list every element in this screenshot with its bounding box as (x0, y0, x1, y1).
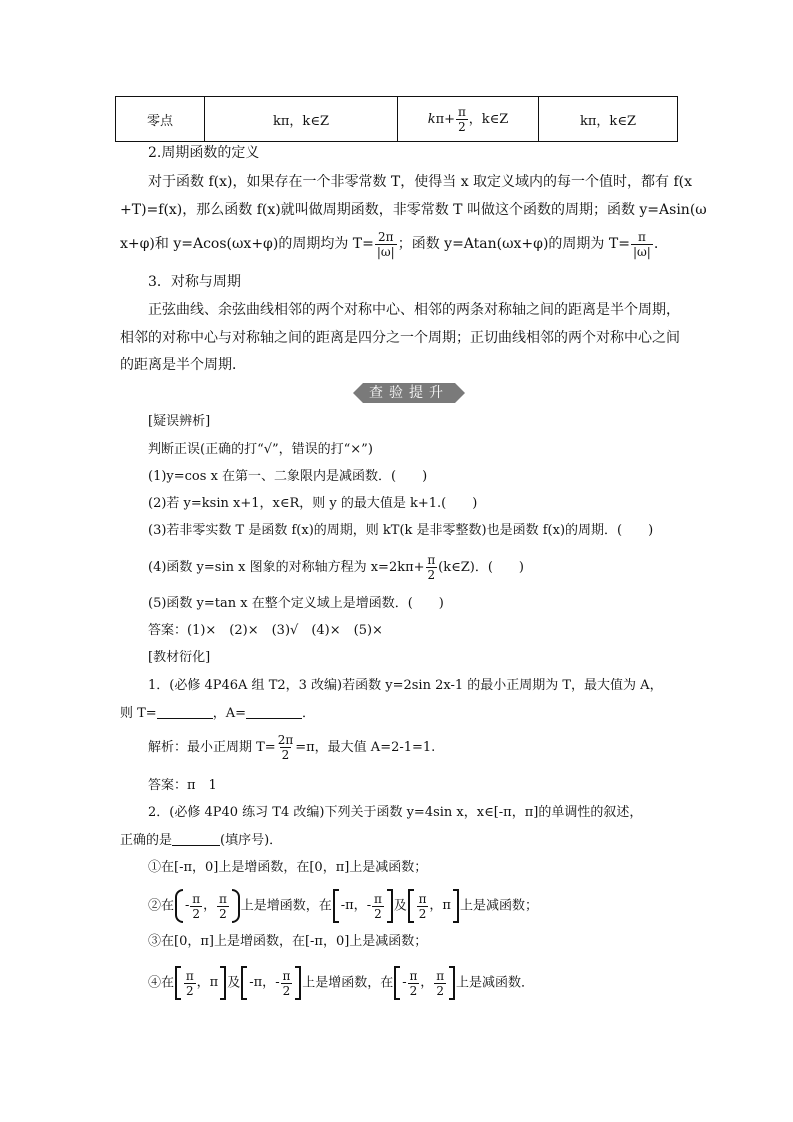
answer-blank-A[interactable] (246, 704, 302, 719)
problem-1-answer: 答案：π 1 (148, 778, 217, 793)
judge-question-1: (1)y=cos x 在第一、二象限内是减函数．( ) (148, 469, 428, 484)
table-row-label: 零点 (116, 97, 205, 142)
fraction-2pi-over-omega: $\frac{2\pi}{|\omega|}$ (376, 229, 395, 259)
cos-zero-cell: kπ，k∈Z (539, 97, 678, 142)
fraction-pi-over-omega: $\frac{\pi}{|\omega|}$ (632, 229, 651, 259)
judge-question-3: (3)若非零实数 T 是函数 f(x)的周期，则 kT(k 是非零整数)也是函数 f(x)的周期．( ) (148, 523, 654, 538)
judge-question-4: (4)函数 y=sin x 图象的对称轴方程为 x=2kπ+ $\frac{\pi}{2}$ (k∈Z)．( ) (148, 553, 524, 582)
periodic-definition-line-3: x+φ)和 y=Acos(ωx+φ)的周期均为 T= $\frac{2\pi}{|\omega|}$ ；函数 y=Atan(ωx+φ)的周期为 T= $\frac{\pi}{|\omega|}$ . (120, 229, 659, 259)
answer-blank-T[interactable] (157, 704, 213, 719)
sin-zero-cell: kπ，k∈Z (205, 97, 398, 142)
zero-table (115, 96, 678, 142)
option-1: ①在[-π，0]上是增函数，在[0，π]上是减函数； (148, 860, 428, 875)
problem-1-line-1: 1．(必修 4P46A 组 T2，3 改编)若函数 y=2sin 2x-1 的最小正周期为 T，最大值为 A， (148, 678, 663, 693)
symmetry-line-3: 的距离是半个周期． (120, 357, 246, 373)
tan-zero-cell: kπ+ $\frac{\pi}{2}$ ，k∈Z (398, 97, 539, 142)
symmetry-line-2: 相邻的对称中心与对称轴之间的距离是四分之一个周期；正切曲线相邻的两个对称中心之间 (120, 330, 680, 346)
section-title-symmetry-period: 3．对称与周期 (148, 274, 241, 290)
option-4: ④在 $\frac{\pi}{2}$ ， π 及 -π ， - $\frac{\pi}{2}$ 上是增函数，在 - $\frac{\pi}{2}$ ， $\frac{\pi}{2}$ 上是减函数． (148, 963, 534, 1004)
check-improve-banner: 查验提升 (353, 383, 465, 403)
judge-question-2: (2)若 y=ksin x+1，x∈R，则 y 的最大值是 k+1.( ) (148, 496, 478, 511)
problem-1-solution: 解析：最小正周期 T= $\frac{2\pi}{2}$ =π，最大值 A=2-1=1. (148, 733, 436, 762)
symmetry-line-1: 正弦曲线、余弦曲线相邻的两个对称中心、相邻的两条对称轴之间的距离是半个周期， (148, 302, 680, 318)
option-3: ③在[0，π]上是增函数，在[-π，0]上是减函数； (148, 934, 428, 949)
answer-blank-options[interactable] (172, 831, 220, 846)
periodic-definition-line-2: +T)=f(x)，那么函数 f(x)就叫做周期函数，非零常数 T 叫做这个函数的周期；函数 y=Asin(ω (120, 202, 707, 218)
judge-answer: 答案：(1)× (2)× (3)√ (4)× (5)× (148, 623, 383, 638)
judge-intro: 判断正误(正确的打“√”，错误的打“×”) (148, 442, 373, 457)
judge-question-5: (5)函数 y=tan x 在整个定义域上是增函数．( ) (148, 596, 444, 611)
option-2: ②在 - $\frac{\pi}{2}$ ， $\frac{\pi}{2}$ 上是增函数，在 -π ， - $\frac{\pi}{2}$ 及 $\frac{\pi}{2}$ ， π 上是减函数； (148, 886, 538, 927)
problem-2-line-2: 正确的是 (填序号)． (120, 833, 283, 848)
section-title-periodic-definition: 2.周期函数的定义 (148, 145, 260, 161)
problem-1-line-2: 则 T= ，A= ． (120, 706, 315, 721)
problem-2-line-1: 2．(必修 4P40 练习 T4 改编)下列关于函数 y=4sin x，x∈[-π，π]的单调性的叙述， (148, 805, 643, 820)
judge-heading: [疑误辨析] (148, 414, 211, 429)
textbook-heading: [教材衍化] (148, 650, 211, 665)
periodic-definition-line-1: 对于函数 f(x)，如果存在一个非零常数 T，使得当 x 取定义域内的每一个值时，都有 f(x (148, 174, 693, 190)
table-row (116, 97, 678, 142)
